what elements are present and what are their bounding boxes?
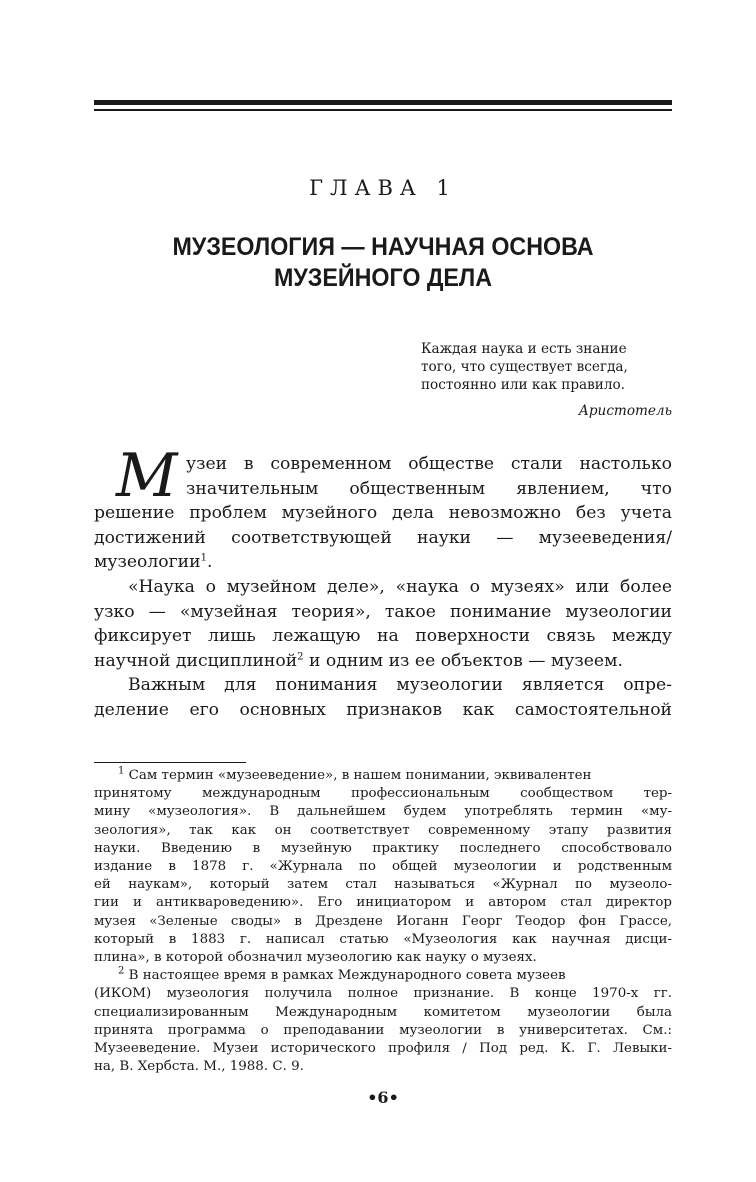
paragraph-2-line-3: фиксирует лишь лежащую на поверхности связь между [94,626,672,647]
chapter-title [114,232,652,294]
paragraph-2 [94,575,672,673]
paragraph-2-line-4-text-a: научной дисциплиной [94,650,298,671]
paragraph-1-line-2: значительным общественным явлением, что [186,478,672,499]
paragraph-1-line-5 [94,550,672,575]
drop-cap: М [116,441,178,511]
paragraph-2-line-4 [94,649,672,674]
paragraph-1-line-3: решение проблем музейного дела невозможно без учета [94,503,672,524]
footnote-1-line-10: который в 1883 г. написал статью «Музеология как научная дисци- [94,931,672,947]
paragraph-3 [94,673,672,722]
footnote-1-line-6: издание в 1878 г. «Журнала по общей музеологии и родственным [94,859,672,875]
paragraph-1 [94,441,672,575]
footnote-ref-1[interactable]: 1 [200,552,207,564]
chapter-title-line-1: МУЗЕОЛОГИЯ — НАУЧНАЯ ОСНОВА [172,233,594,261]
footnote-1-line-3: мину «музеология». В дальнейшем будем употреблять термин «му- [94,804,672,820]
paragraph-1-line-1: узеи в современном обществе стали настолько [186,454,672,474]
epigraph-author: Аристотель [578,403,672,419]
footnote-separator [94,762,246,763]
epigraph [421,340,672,420]
footnote-2-line-1-text: В настоящее время в рамках Международного совета музеев [124,968,566,984]
paragraph-2-line-2: узко — «музейная теория», такое понимание музеологии [94,601,672,622]
footnote-1-line-5: науки. Введению в музейную практику последнего способствовало [94,840,672,856]
page-number: •6• [367,1088,399,1107]
paragraph-1-line-4: достижений соответствующей науки — музееведения/ [94,527,672,548]
paragraph-1-line-5-end: . [206,552,213,573]
footnote-2-line-5: Музееведение. Музеи исторического профиля / Под ред. К. Г. Левыки- [94,1041,672,1057]
footnotes [94,767,672,1076]
paragraph-1-line-5-text: музеологии [94,552,201,573]
footnote-ref-2[interactable]: 2 [297,651,304,663]
footnote-2-line-1 [94,967,672,985]
footnote-2-line-6: на, В. Хербста. М., 1988. С. 9. [94,1059,304,1075]
footnote-1-line-8: гии и антиквароведению». Его инициатором и автором стал директор [94,895,672,911]
footnote-2-mark: 2 [118,965,125,977]
epigraph-line-1: Каждая наука и есть знание [421,341,627,357]
paragraph-3-line-2: деление его основных признаков как самостоятельной [94,699,672,720]
paragraph-2-line-4-text-b: и одним из ее объектов — музеем. [303,650,623,671]
top-rule-thick [94,100,672,105]
footnote-1-mark: 1 [118,765,125,777]
footnote-1-line-11: плина», в которой обозначил музеологию как науку о музеях. [94,950,537,966]
chapter-title-line-2: МУЗЕЙНОГО ДЕЛА [273,264,493,292]
top-rule-thin [94,109,672,111]
footnote-1-line-7: ей наукам», который затем стал называться «Журнал по музеоло- [94,877,672,893]
paragraph-3-line-1: Важным для понимания музеологии является опре- [128,675,672,696]
epigraph-line-3: постоянно или как правило. [421,377,625,393]
body-text [94,441,672,723]
footnote-1-line-1-text: Сам термин «музееведение», в нашем понимании, эквивалентен [124,768,592,783]
footnote-2-line-3: специализированным Международным комитетом музеологии была [94,1004,672,1020]
footnote-2 [94,967,672,1076]
chapter-label: ГЛАВА 1 [309,176,457,200]
footnote-1-line-2: принятому международным профессиональным сообществом тер- [94,786,672,802]
paragraph-2-line-1: «Наука о музейном деле», «наука о музеях» или более [128,576,672,597]
footnote-1 [94,767,672,967]
footnote-2-line-2: (ИКОМ) музеология получила полное признание. В конце 1970-х гг. [94,986,672,1002]
footnote-1-line-1 [94,767,672,785]
footnote-1-line-9: музея «Зеленые своды» в Дрездене Иоганн Георг Теодор фон Грассе, [94,913,672,929]
footnote-1-line-4: зеология», так как он соответствует современному этапу развития [94,822,672,838]
footnote-2-line-4: принята программа о преподавании музеологии в университетах. См.: [94,1022,672,1038]
epigraph-line-2: того, что существует всегда, [421,359,628,375]
